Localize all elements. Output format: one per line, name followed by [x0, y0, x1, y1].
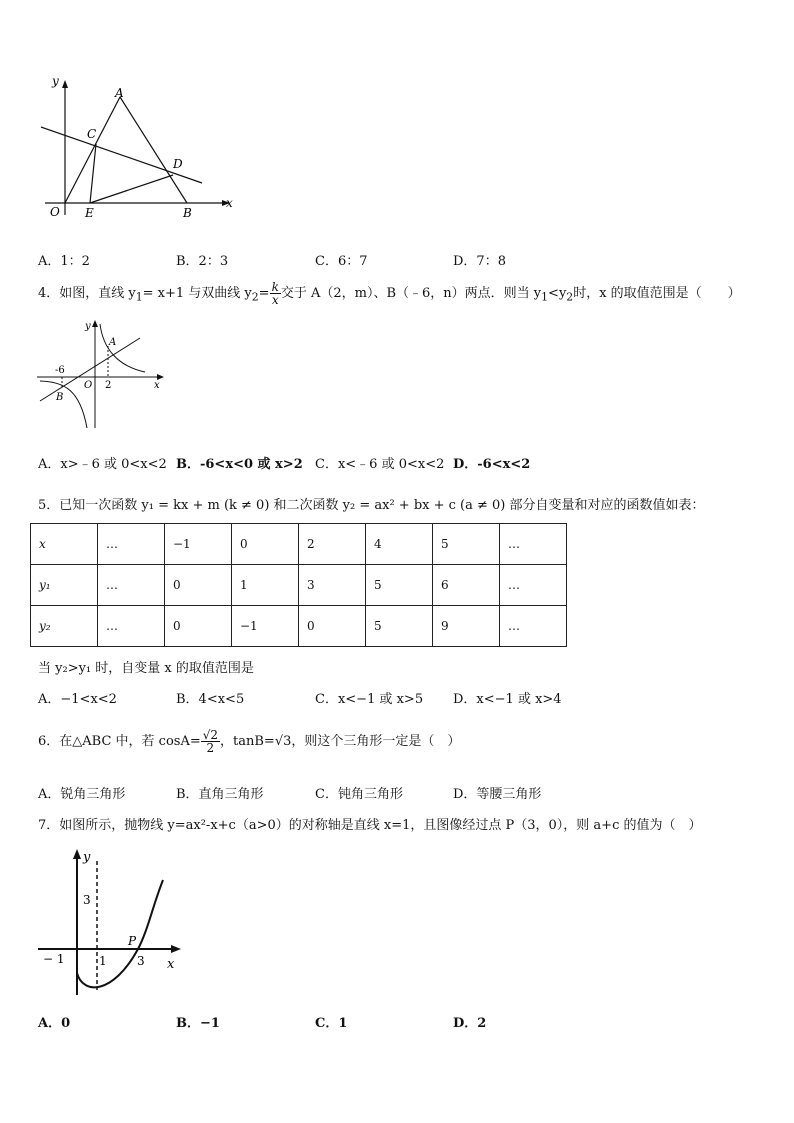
- table-cell: −1: [232, 606, 299, 647]
- q4-fraction-k-over-x: $\frac{k}{x}$: [271, 280, 279, 307]
- q3-option-c[interactable]: C．6：7: [315, 254, 368, 269]
- q3-label-A: A: [115, 86, 124, 100]
- q6-options: [38, 783, 758, 801]
- q7-label-P: P: [128, 934, 137, 948]
- q4-y-arrow: [92, 320, 98, 327]
- q3-segment-AB: [120, 97, 187, 203]
- q7-option-c[interactable]: C．1: [315, 1016, 348, 1031]
- q4-hyperbola-right: [100, 324, 145, 372]
- table-row: [31, 524, 567, 565]
- q7-label-3-y: 3: [83, 893, 91, 907]
- q5-options: [38, 688, 758, 706]
- table-cell: …: [500, 524, 567, 565]
- q5-option-a[interactable]: A．−1<x<2: [38, 692, 117, 707]
- q7-label-neg1: − 1: [43, 952, 65, 966]
- q4-option-d[interactable]: D．-6<x<2: [453, 457, 531, 472]
- q7-option-b[interactable]: B．−1: [176, 1016, 220, 1031]
- table-cell: x: [31, 524, 98, 565]
- q7-options: [38, 1012, 758, 1030]
- table-cell: 0: [165, 565, 232, 606]
- q3-label-y: y: [52, 74, 59, 88]
- q3-option-b[interactable]: B．2：3: [176, 254, 229, 269]
- table-cell: 9: [433, 606, 500, 647]
- table-cell: …: [500, 606, 567, 647]
- q3-segment-OA: [65, 97, 120, 203]
- q4-label-B: B: [56, 392, 64, 403]
- table-cell: 4: [366, 524, 433, 565]
- q5-stem: 5．已知一次函数 y₁ = kx + m (k ≠ 0) 和二次函数 y₂ = ax² + bx + c (a ≠ 0) 部分自变量和对应的函数值如表：: [38, 498, 705, 513]
- q4-option-b[interactable]: B．-6<x<0 或 x>2: [176, 457, 303, 472]
- table-cell: 0: [232, 524, 299, 565]
- q3-option-a[interactable]: A．1：2: [38, 254, 90, 269]
- table-cell: …: [98, 565, 165, 606]
- table-cell: y₁: [31, 565, 98, 606]
- q3-option-d[interactable]: D．7：8: [453, 254, 506, 269]
- q6-option-a[interactable]: A．锐角三角形: [38, 787, 126, 802]
- q4-label-A: A: [109, 337, 117, 348]
- q3-figure: [35, 70, 245, 230]
- table-cell: 6: [433, 565, 500, 606]
- q6-option-b[interactable]: B．直角三角形: [176, 787, 264, 802]
- q4-label-2: 2: [105, 380, 112, 391]
- q5-value-table: [30, 523, 567, 647]
- q7-label-1: 1: [99, 954, 107, 968]
- q6-stem: 6．在△ABC 中，若 cosA= $\frac{√2}{2}$ ，tanB=√3，则这个三角形一定是（ ）: [38, 728, 461, 755]
- q7-figure: [33, 845, 188, 1000]
- table-row: [31, 565, 567, 606]
- q4-hyperbola-left: [40, 381, 87, 428]
- q4-label-O: O: [84, 380, 93, 391]
- table-cell: …: [98, 606, 165, 647]
- table-cell: 1: [232, 565, 299, 606]
- q4-stem: 4．如图，直线 $y_1= x+1$ 与双曲线 $y_2=$ $\frac{k}{x}$ 交于 A（2，m）、B（﹣6，n）两点．则当 $y_1<y_2$时，x 的取值范围是（ ）: [38, 280, 741, 307]
- q7-stem: 7．如图所示，抛物线 y=ax²-x+c（a>0）的对称轴是直线 x=1，且图像经过点 P（3，0），则 a+c 的值为（ ）: [38, 818, 702, 833]
- table-row: [31, 606, 567, 647]
- table-cell: 5: [366, 565, 433, 606]
- q4-label-y: y: [85, 321, 91, 332]
- q6-option-c[interactable]: C．钝角三角形: [315, 787, 403, 802]
- q3-label-E: E: [85, 206, 94, 220]
- table-cell: 2: [299, 524, 366, 565]
- table-cell: −1: [165, 524, 232, 565]
- table-cell: …: [500, 565, 567, 606]
- q3-y-arrow: [62, 80, 68, 88]
- q4-figure: [35, 318, 170, 433]
- q7-y-arrow: [73, 849, 81, 859]
- q3-segment-ED: [90, 175, 173, 203]
- table-cell: 5: [366, 606, 433, 647]
- q4-option-a[interactable]: A．x>﹣6 或 0<x<2: [38, 457, 167, 472]
- table-cell: y₂: [31, 606, 98, 647]
- q7-label-3-x: 3: [137, 954, 145, 968]
- q3-label-C: C: [87, 127, 97, 141]
- q7-option-a[interactable]: A．0: [38, 1016, 71, 1031]
- q7-label-y: y: [83, 850, 91, 865]
- q7-x-arrow: [171, 945, 181, 953]
- q4-label-x: x: [154, 380, 160, 391]
- q5-option-d[interactable]: D．x<−1 或 x>4: [453, 692, 562, 707]
- q3-label-B: B: [183, 206, 192, 220]
- q4-label-neg6: -6: [55, 365, 65, 376]
- q3-label-x: x: [226, 196, 233, 210]
- q6-fraction-cosA: $\frac{√2}{2}$: [202, 728, 219, 755]
- q6-tanB-value: √3: [274, 734, 292, 749]
- q6-option-d[interactable]: D．等腰三角形: [453, 787, 542, 802]
- table-cell: …: [98, 524, 165, 565]
- q3-label-D: D: [173, 157, 183, 171]
- q3-label-O: O: [50, 205, 60, 219]
- q3-options: [38, 250, 758, 268]
- q7-label-x: x: [167, 957, 175, 972]
- table-cell: 0: [299, 606, 366, 647]
- q4-options: [38, 453, 758, 471]
- table-cell: 0: [165, 606, 232, 647]
- table-cell: 5: [433, 524, 500, 565]
- q7-option-d[interactable]: D．2: [453, 1016, 487, 1031]
- q5-option-b[interactable]: B．4<x<5: [176, 692, 245, 707]
- table-cell: 3: [299, 565, 366, 606]
- q5-option-c[interactable]: C．x<−1 或 x>5: [315, 692, 424, 707]
- q5-condition: 当 y₂>y₁ 时，自变量 x 的取值范围是: [38, 661, 254, 676]
- q4-option-c[interactable]: C．x<﹣6 或 0<x<2: [315, 457, 445, 472]
